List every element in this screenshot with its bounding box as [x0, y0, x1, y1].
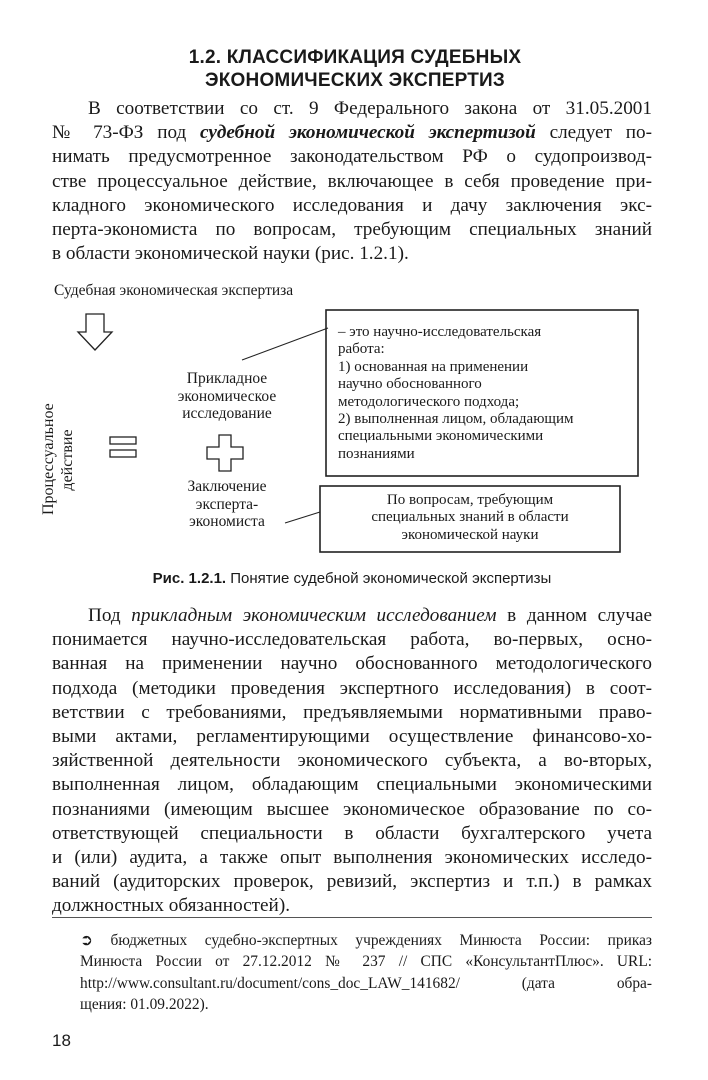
box-line: работа:	[338, 341, 385, 358]
vertical-label	[39, 405, 79, 515]
heading-line: ЭКОНОМИЧЕСКИХ ЭКСПЕРТИЗ	[205, 70, 505, 91]
caption-number: Рис. 1.2.1.	[152, 570, 227, 587]
text-line: понимается научно-исследовательская работа, во-первых, осно-	[52, 629, 652, 651]
box-line: 1) основанная на применении	[338, 358, 529, 375]
text-line: ваний (аудиторских проверок, ревизий, экспертиз и т.п.) в рамках	[52, 871, 652, 893]
label-line: Заключение	[187, 478, 267, 495]
equals-bar-top	[110, 437, 136, 444]
text-fragment: в данном случае	[496, 605, 652, 626]
box-line: По вопросам, требующим	[386, 492, 554, 508]
box-line: научно обоснованного	[338, 376, 482, 393]
text-line: стве процессуальное действие, включающее в себя проведение при-	[52, 170, 652, 192]
down-arrow-icon	[78, 314, 112, 350]
text-fragment: № 73-ФЗ под	[52, 122, 201, 144]
footnote-line: Минюста России от 27.12.2012 № 237 // СПС «КонсультантПлюс». URL:	[80, 953, 652, 971]
text-line: подхода (методики проведения экспертного исследования) в соот-	[52, 677, 652, 699]
vertical-label-line: действие	[59, 429, 76, 491]
connector-line	[242, 328, 328, 360]
plus-icon	[207, 435, 243, 471]
equals-bar-bottom	[110, 450, 136, 457]
text-line: познаниями (имеющим высшее экономическое образование по со-	[52, 798, 652, 820]
label-line: эксперта-	[195, 495, 259, 513]
label-line: исследование	[182, 405, 272, 422]
label-line: Прикладное	[186, 370, 268, 387]
box-line: познаниями	[338, 445, 415, 462]
figure-diagram	[40, 280, 652, 570]
text-line: выми актами, регламентирующими осуществление финансово-хо-	[52, 726, 652, 748]
caption-text: Понятие судебной экономической экспертизы	[226, 570, 552, 587]
text-line: должностных обязанностей).	[52, 895, 291, 917]
heading-line: 1.2. КЛАССИФИКАЦИЯ СУДЕБНЫХ	[188, 47, 522, 68]
text-line: и (или) аудита, а также опыт выполнения экономических исследо-	[52, 847, 652, 869]
text-fragment: Под	[88, 605, 132, 626]
body-paragraph	[52, 604, 652, 919]
text-line: кладного экономического исследования и дачу заключения экс-	[52, 194, 652, 216]
definition-box-text	[338, 324, 634, 463]
footnote-divider	[52, 917, 652, 918]
footnote-line	[80, 930, 652, 951]
text-line: ответствующей специальности в области бухгалтерского учета	[52, 822, 652, 844]
text-line: В соответствии со ст. 9 Федерального закона от 31.05.2001	[88, 98, 652, 119]
text-line	[52, 604, 652, 628]
text-line	[52, 121, 652, 145]
text-fragment: следует по-	[535, 122, 652, 144]
footnote-line: щения: 01.09.2022).	[80, 996, 209, 1014]
text-line: в области экономической науки (рис. 1.2.1).	[52, 243, 409, 265]
footnote-line: http://www.consultant.ru/document/cons_doc_LAW_141682/ (дата обра-	[80, 974, 652, 992]
figure-caption	[52, 570, 652, 587]
box-line: специальных знаний в области	[371, 509, 569, 526]
figure-top-label: Судебная экономическая экспертиза	[54, 282, 294, 299]
label-line: экономическое	[177, 387, 277, 405]
box-line: специальными экономическими	[338, 428, 544, 445]
term-emphasis: судебной экономической экспертизой	[200, 122, 536, 144]
text-line: зяйственной деятельности экономического субъекта, а во-вторых,	[52, 750, 652, 772]
box-line: экономической науки	[401, 526, 539, 543]
text-line: нимать предусмотренное законодательством РФ о судопроизвод-	[52, 146, 652, 168]
footnote-arrow-icon: ➲	[80, 932, 93, 949]
text-line: ветствии с требованиями, предъявляемыми нормативными право-	[52, 701, 652, 723]
box-line: 2) выполненная лицом, обладающим	[338, 411, 574, 428]
text-line: выполненная лицом, обладающим специальными экономическими	[52, 774, 652, 796]
term-emphasis: прикладным экономическим исследованием	[131, 605, 497, 626]
vertical-label-line: Процессуальное	[40, 403, 57, 515]
box-line: – это научно-исследовательская	[338, 324, 542, 340]
text-line: перта-экономиста по вопросам, требующим специальных знаний	[52, 219, 652, 241]
page-number: 18	[52, 1031, 71, 1050]
text-fragment: бюджетных судебно-экспертных учреждениях Минюста России: приказ	[92, 932, 652, 949]
intro-paragraph	[52, 97, 652, 266]
applied-research-label	[157, 370, 297, 423]
questions-box-text	[320, 492, 620, 544]
expert-conclusion-label	[157, 478, 297, 531]
box-line: методологического подхода;	[338, 393, 520, 410]
text-line: ванная на применении научно обоснованного методологического	[52, 653, 652, 675]
footnote	[80, 930, 652, 1016]
section-heading	[60, 46, 650, 92]
label-line: экономиста	[189, 513, 265, 530]
